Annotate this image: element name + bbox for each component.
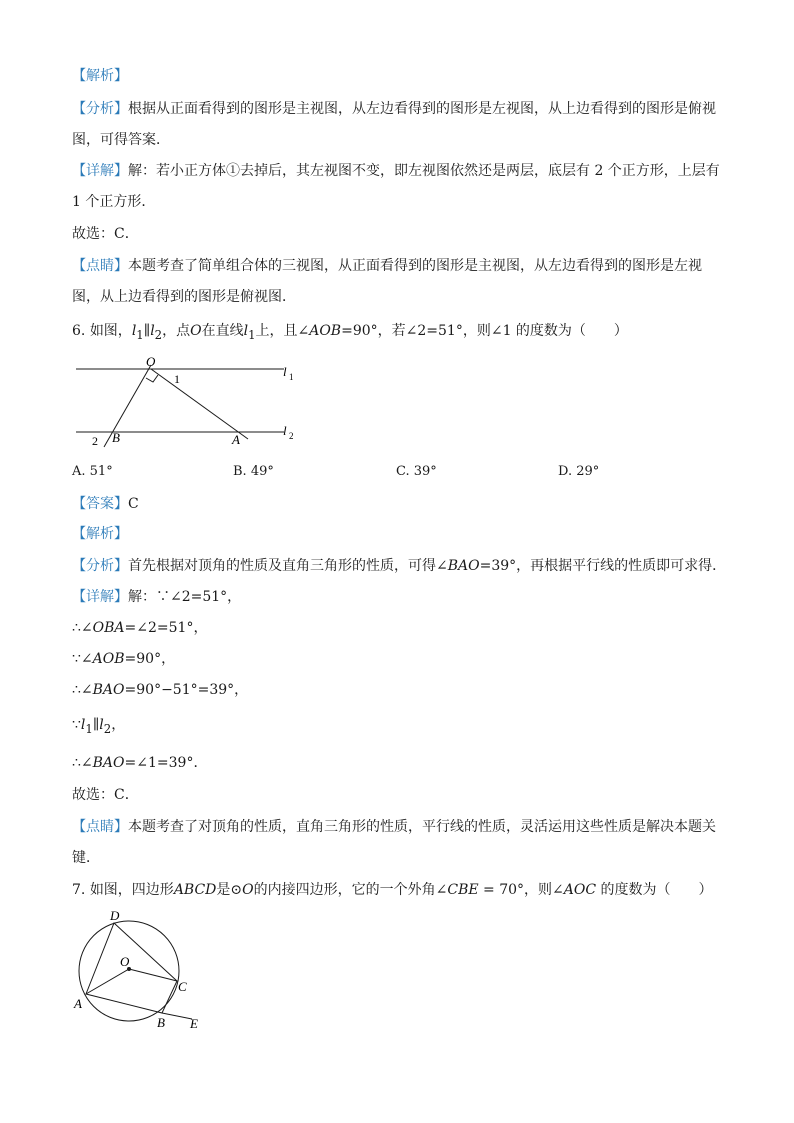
q6-dianjing-line2: 键． xyxy=(72,850,100,866)
q6-stem-e: =90°，若∠2=51°，则∠1 的度数为（ ） xyxy=(341,323,628,339)
segment-oa xyxy=(86,969,129,994)
label-a: A xyxy=(232,432,240,447)
step4-bao: BAO xyxy=(92,682,125,698)
step3-b: =90°， xyxy=(124,651,176,667)
step2-b: =∠2=51°， xyxy=(124,620,208,636)
q6-step4 xyxy=(72,680,248,700)
label-l2-sub: 2 xyxy=(289,431,294,441)
q6-stem-c: 在直线 xyxy=(201,323,244,339)
q5-jiexi-heading xyxy=(72,66,128,86)
q7-stem xyxy=(72,880,713,900)
q7-stem-b: 是⊙ xyxy=(216,882,243,898)
q7-cbe: CBE xyxy=(447,882,479,898)
step5-l2: l xyxy=(99,717,104,733)
q6-answer xyxy=(72,494,139,514)
step1-text: 解：∵∠2=51°， xyxy=(128,589,242,605)
q6-l1-b: l xyxy=(243,323,249,339)
label-o: O xyxy=(146,354,156,369)
fenxi-text: 根据从正面看得到的图形是主视图，从左边看得到的图形是左视图，从上边看得到的图形是俯视 xyxy=(128,101,716,117)
step4-a: ∴∠ xyxy=(72,682,93,698)
q7-abcd: ABCD xyxy=(173,882,217,898)
dianjing-tag: 【点睛】 xyxy=(72,258,128,274)
label-angle-2: 2 xyxy=(92,434,98,448)
step6-a: ∴∠ xyxy=(72,755,93,771)
q5-fenxi-line1 xyxy=(72,99,716,119)
q6-l1: l xyxy=(131,323,137,339)
q6-stem-a: 如图， xyxy=(89,323,132,339)
step3-a: ∵∠ xyxy=(72,651,93,667)
q6-number: 6. xyxy=(72,323,86,339)
q6-aob: AOB xyxy=(309,323,342,339)
option-c[interactable]: C. 39° xyxy=(396,464,437,479)
q6-parallel: ∥ xyxy=(143,323,151,339)
step5-sub2: 2 xyxy=(103,721,112,736)
label-b: B xyxy=(112,430,120,445)
step5-l1: l xyxy=(80,717,86,733)
q7-stem-c: 的内接四边形，它的一个外角∠ xyxy=(253,882,448,898)
xiangjie-text: 解：若小正方体①去掉后，其左视图不变，即左视图依然还是两层，底层有 2 个正方形，上层有 xyxy=(128,163,720,179)
q6-jiexi-heading xyxy=(72,524,128,544)
q6-dianjing-line1 xyxy=(72,817,716,837)
step3-aob: AOB xyxy=(92,651,125,667)
step6-b: =∠1=39°． xyxy=(124,755,208,771)
step5-b: ， xyxy=(111,717,126,733)
q7-stem-e: 的度数为（ ） xyxy=(596,882,713,898)
label-a: A xyxy=(74,996,82,1011)
quadrilateral-abcd xyxy=(86,923,177,1013)
q6-stem xyxy=(72,321,628,341)
fenxi-tag: 【分析】 xyxy=(72,558,128,574)
q6-step2 xyxy=(72,618,207,638)
q6-sub2: 2 xyxy=(154,327,163,342)
q5-dianjing-line2: 图，从上边看得到的图形是俯视图． xyxy=(72,289,296,305)
step5-sub1: 1 xyxy=(85,721,93,736)
answer-tag: 【答案】 xyxy=(72,496,128,512)
step2-a: ∴∠ xyxy=(72,620,93,636)
label-b: B xyxy=(157,1015,165,1030)
step2-oba: OBA xyxy=(92,620,125,636)
fenxi-text-b: =39°，再根据平行线的性质即可求得． xyxy=(479,558,727,574)
label-angle-1: 1 xyxy=(174,372,180,386)
q7-pt-o: O xyxy=(242,882,254,898)
jiexi-tag: 【解析】 xyxy=(72,68,128,84)
right-angle-mark xyxy=(146,375,158,382)
dianjing-text: 本题考查了简单组合体的三视图，从正面看得到的图形是主视图，从左边看得到的图形是左视 xyxy=(128,258,702,274)
q7-aoc: AOC xyxy=(563,882,597,898)
answer-value: C xyxy=(128,496,139,512)
label-o: O xyxy=(120,954,130,969)
q7-stem-a: 如图，四边形 xyxy=(89,882,174,898)
q6-fenxi xyxy=(72,556,726,576)
q6-step1 xyxy=(72,587,241,607)
q7-stem-d: = 70°，则∠ xyxy=(478,882,564,898)
option-d[interactable]: D. 29° xyxy=(558,464,600,479)
q5-xiangjie-line2: 1 个正方形． xyxy=(72,194,156,210)
q6-step6 xyxy=(72,753,207,773)
step5-parallel: ∥ xyxy=(92,717,100,733)
fenxi-bao: BAO xyxy=(447,558,480,574)
jiexi-tag: 【解析】 xyxy=(72,526,128,542)
q6-sub1-b: 1 xyxy=(248,327,256,342)
step5-a: ∵ xyxy=(72,717,81,733)
q7-figure xyxy=(70,905,220,1030)
label-c: C xyxy=(178,979,187,994)
extension-be xyxy=(162,1013,192,1019)
option-b[interactable]: B. 49° xyxy=(233,464,274,479)
label-d: D xyxy=(110,908,120,923)
label-l1: l xyxy=(283,364,287,379)
q6-pt-o: O xyxy=(190,323,202,339)
q6-stem-d: 上，且∠ xyxy=(255,323,310,339)
q6-step3 xyxy=(72,649,175,669)
label-l2: l xyxy=(283,423,287,438)
xiangjie-tag: 【详解】 xyxy=(72,589,128,605)
dianjing-text: 本题考查了对顶角的性质，直角三角形的性质，平行线的性质，灵活运用这些性质是解决本题关 xyxy=(128,819,716,835)
q6-step5 xyxy=(72,715,125,735)
q6-guxuan: 故选：C． xyxy=(72,787,139,803)
fenxi-tag: 【分析】 xyxy=(72,101,128,117)
step4-b: =90°−51°=39°， xyxy=(124,682,249,698)
q6-figure xyxy=(70,352,310,452)
q6-l2: l xyxy=(150,323,155,339)
option-a[interactable]: A. 51° xyxy=(72,464,113,479)
fenxi-text-a: 首先根据对顶角的性质及直角三角形的性质，可得∠ xyxy=(128,558,448,574)
q5-xiangjie-line1 xyxy=(72,161,720,181)
q5-guxuan: 故选：C． xyxy=(72,226,139,242)
xiangjie-tag: 【详解】 xyxy=(72,163,128,179)
q6-sub1: 1 xyxy=(136,327,144,342)
step6-bao: BAO xyxy=(92,755,125,771)
q7-number: 7. xyxy=(72,882,86,898)
q5-fenxi-line2: 图，可得答案． xyxy=(72,132,170,148)
q6-stem-b: ，点 xyxy=(162,323,191,339)
segment-oa xyxy=(151,369,248,439)
label-l1-sub: 1 xyxy=(289,372,294,382)
dianjing-tag: 【点睛】 xyxy=(72,819,128,835)
q5-dianjing-line1 xyxy=(72,256,702,276)
label-e: E xyxy=(190,1016,198,1030)
